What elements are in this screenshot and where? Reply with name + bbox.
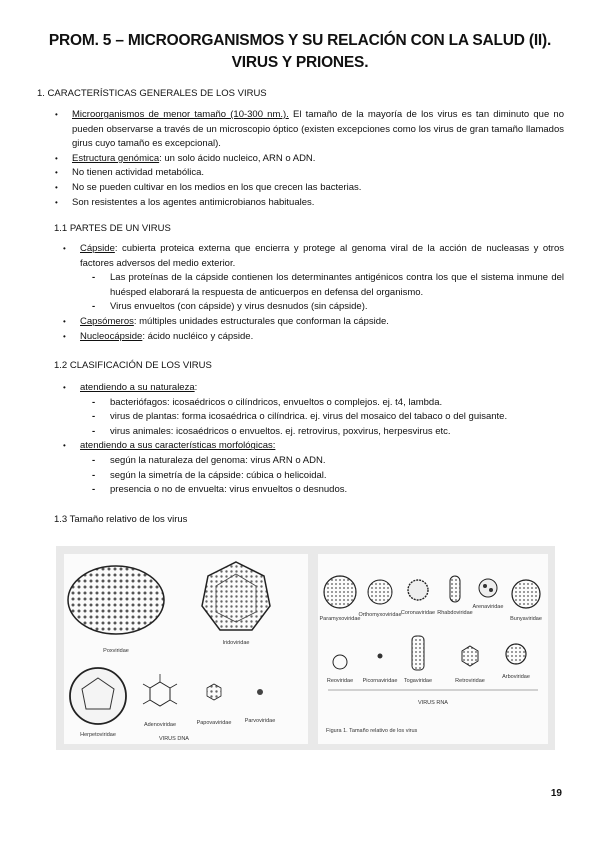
togaviridae-label: Togaviridae xyxy=(403,678,433,684)
section12-list xyxy=(80,381,564,498)
section1-item xyxy=(72,196,564,211)
paramyxoviridae-shape xyxy=(324,576,356,608)
adenoviridae-label: Adenoviridae xyxy=(143,722,177,728)
section1-item xyxy=(72,108,564,152)
nature-sublist xyxy=(110,396,564,440)
capsomer-label: Capsómeros xyxy=(80,315,134,327)
section13-heading: 1.3 Tamaño relativo de los virus xyxy=(54,514,188,525)
picornaviridae-label: Picornaviridae xyxy=(362,678,398,684)
morph-sublist xyxy=(110,454,564,498)
iridoviridae-shape xyxy=(202,562,270,630)
bunyaviridae-label: Bunyaviridae xyxy=(510,616,542,622)
figure-caption: Figura 1. Tamaño relativo de los virus xyxy=(326,728,418,734)
adenoviridae-shape xyxy=(150,682,170,706)
page-number: 19 xyxy=(550,788,562,799)
capsid-subitem: - Virus envueltos (con cápside) y virus desnudos (sin cápside). xyxy=(110,300,564,315)
capsid-subitem: - Las proteínas de la cápside contienen los determinantes antigénicos contra los que el sistema inmune del huésped elaborará la respuesta de anticuerpos en defensa del organismo. xyxy=(110,271,564,300)
virus-size-figure xyxy=(56,546,555,750)
page-title-line2: VIRUS Y PRIONES. xyxy=(231,54,369,71)
arenaviridae-label: Arenaviridae xyxy=(472,604,504,610)
nature-subitem: - bacteriófagos: icosaédricos o cilíndricos, envueltos o complejos. ej. t4, lambda. xyxy=(110,396,564,411)
reoviridae-label: Reoviridae xyxy=(326,678,354,684)
rna-caption: VIRUS RNA xyxy=(418,700,448,706)
orthomyxoviridae-shape xyxy=(368,580,392,604)
section1-heading: 1. CARACTERÍSTICAS GENERALES DE LOS VIRUS xyxy=(37,88,267,99)
capsomer-text: : múltiples unidades estructurales que conforman la cápside. xyxy=(133,315,389,327)
section1-list xyxy=(72,108,564,210)
togaviridae-shape xyxy=(412,636,424,670)
capsomer-item xyxy=(80,315,564,330)
page-title xyxy=(20,30,580,74)
nature-label: atendiendo a su naturaleza xyxy=(80,382,195,393)
arboviridae-label: Arboviridae xyxy=(502,674,530,680)
nucleocapsid-label: Nucleocápside xyxy=(80,330,143,342)
nature-subitem: - virus de plantas: forma icosaédrica o cilíndrica. ej. virus del mosaico del tabaco o del guisante. xyxy=(110,410,564,425)
retroviridae-label: Retroviridae xyxy=(455,678,485,684)
nature-item xyxy=(80,381,564,439)
section1-item-text: No se pueden cultivar en los medios en los que crecen las bacterias. xyxy=(72,181,362,193)
picornaviridae-shape xyxy=(378,654,383,659)
paramyxoviridae-label: Paramyxoviridae xyxy=(319,616,361,622)
capsid-label: Cápside xyxy=(80,243,115,254)
page-title-line1: PROM. 5 – MICROORGANISMOS Y SU RELACIÓN CON LA SALUD (II). xyxy=(48,32,552,49)
arenaviridae-shape xyxy=(479,579,497,597)
nucleocapsid-item xyxy=(80,330,564,345)
rhabdoviridae-label: Rhabdoviridae xyxy=(437,610,473,616)
poxviridae-shape xyxy=(68,566,164,634)
section1-item-label: Microorganismos de menor tamaño (10-300 nm.). xyxy=(72,109,289,120)
papovaviridae-shape xyxy=(207,684,221,700)
arboviridae-shape xyxy=(506,644,526,664)
herpetoviridae-shape xyxy=(70,668,126,724)
parvoviridae-shape xyxy=(257,689,263,695)
section1-item xyxy=(72,166,564,181)
dna-virus-drawing xyxy=(64,554,308,744)
section1-item-text: : un solo ácido nucleico, ARN o ADN. xyxy=(159,152,316,164)
rna-virus-panel xyxy=(318,554,548,744)
section1-item-text: Son resistentes a los agentes antimicrobianos habituales. xyxy=(72,196,315,208)
section1-item-text: El tamaño de la mayoría de los virus es tan diminuto que no pueden observarse a través de un microscopio óptico (existen excepciones como los virus de gran tamaño llamados girus cuyo tamaño es excepcional). xyxy=(72,109,564,150)
morph-subitem: - según la simetría de la cápside: cúbica o helicoidal. xyxy=(110,469,564,484)
section11-heading: 1.1 PARTES DE UN VIRUS xyxy=(54,223,171,234)
rhabdoviridae-shape xyxy=(450,576,460,602)
dna-virus-panel xyxy=(64,554,308,744)
section1-item xyxy=(72,181,564,196)
nature-subitem: - virus animales: icosaédricos o envueltos. ej. retrovirus, poxvirus, herpesvirus etc. xyxy=(110,425,564,440)
section1-item xyxy=(72,152,564,167)
coronaviridae-label: Coronaviridae xyxy=(400,610,436,616)
poxviridae-label: Poxviridae xyxy=(103,648,129,654)
capsid-text: : cubierta proteica externa que encierra y protege al genoma viral de la acción de nucleasas y otros factores adversos del medio exterior. xyxy=(80,243,564,269)
section1-item-label: Estructura genómica xyxy=(72,152,160,164)
rna-virus-drawing xyxy=(318,554,548,744)
section11-list xyxy=(80,242,564,344)
nucleocapsid-text: : ácido nucléico y cápside. xyxy=(142,330,254,342)
reoviridae-shape xyxy=(333,655,347,669)
herpetoviridae-label: Herpetoviridae xyxy=(80,732,116,738)
morph-subitem: - presencia o no de envuelta: virus envueltos o desnudos. xyxy=(110,483,564,498)
iridoviridae-label: Iridoviridae xyxy=(222,640,250,646)
morph-subitem: - según la naturaleza del genoma: virus ARN o ADN. xyxy=(110,454,564,469)
parvoviridae-label: Parvoviridae xyxy=(244,718,276,724)
papovaviridae-label: Papovaviridae xyxy=(196,720,232,726)
capsid-item xyxy=(80,242,564,315)
dna-caption: VIRUS DNA xyxy=(159,736,189,742)
bunyaviridae-shape xyxy=(512,580,540,608)
orthomyxoviridae-label: Orthomyxoviridae xyxy=(358,612,402,618)
retroviridae-shape xyxy=(462,646,478,666)
section12-heading: 1.2 CLASIFICACIÓN DE LOS VIRUS xyxy=(54,360,212,371)
capsid-sublist xyxy=(110,271,564,315)
morph-label: atendiendo a sus características morfológicas: xyxy=(80,440,276,452)
nature-colon: : xyxy=(194,382,198,393)
coronaviridae-shape xyxy=(408,580,428,600)
section1-item-text: No tienen actividad metabólica. xyxy=(72,167,205,179)
morph-item xyxy=(80,439,564,497)
